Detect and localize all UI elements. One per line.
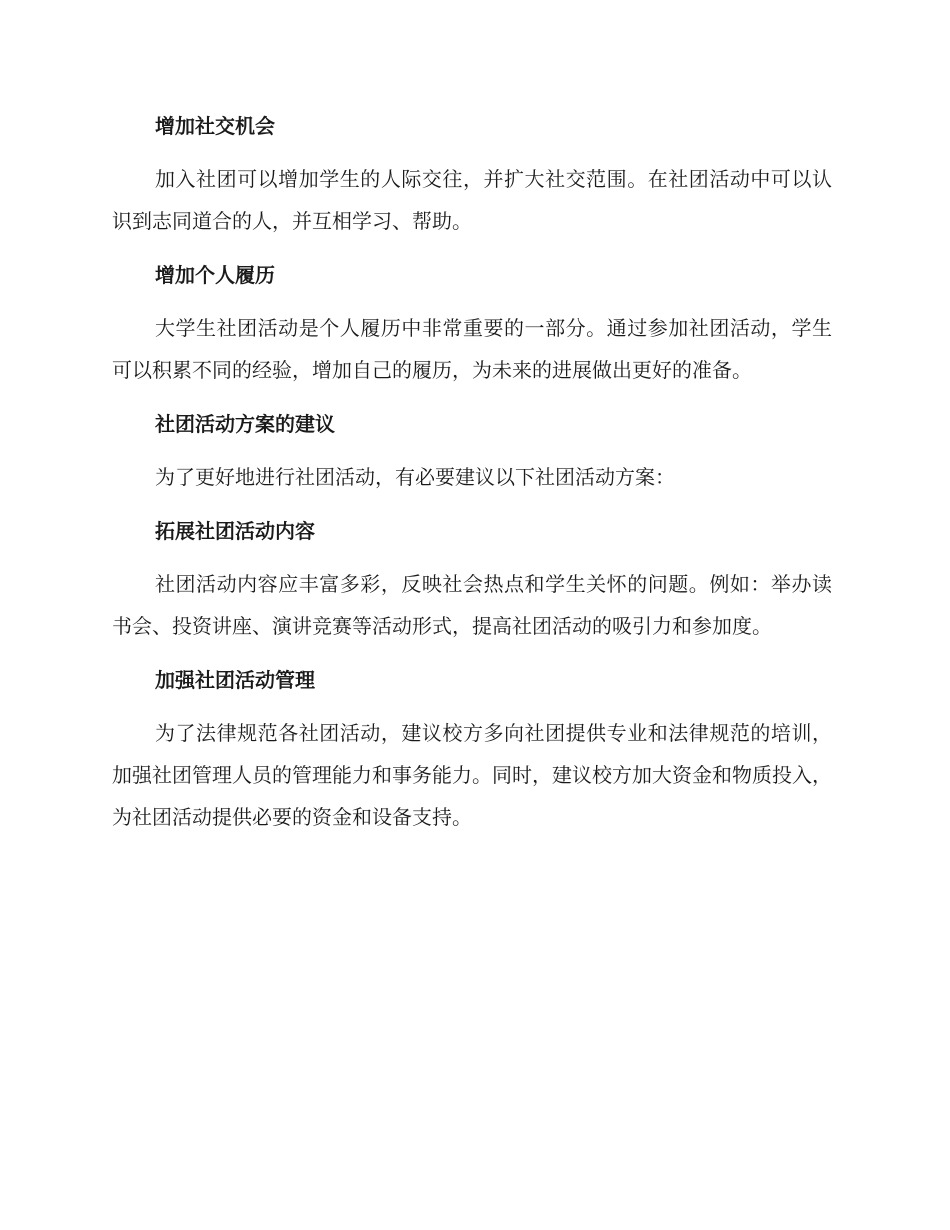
section-paragraph: 为了法律规范各社团活动，建议校方多向社团提供专业和法律规范的培训，加强社团管理人员的管理能力和事务能力。同时，建议校方加大资金和物质投入，为社团活动提供必要的资金和设备支持。 xyxy=(112,721,832,829)
section-heading: 增加个人履历 xyxy=(155,263,275,287)
section-paragraph: 加入社团可以增加学生的人际交往，并扩大社交范围。在社团活动中可以认识到志同道合的人，并互相学习、帮助。 xyxy=(112,167,832,233)
section-paragraph: 大学生社团活动是个人履历中非常重要的一部分。通过参加社团活动，学生可以积累不同的经验，增加自己的履历，为未来的进展做出更好的准备。 xyxy=(112,316,832,382)
section-heading: 社团活动方案的建议 xyxy=(155,412,335,436)
document-page xyxy=(112,104,832,849)
section-heading: 增加社交机会 xyxy=(155,114,275,138)
section-heading: 加强社团活动管理 xyxy=(155,668,315,692)
section-paragraph: 社团活动内容应丰富多彩，反映社会热点和学生关怀的问题。例如：举办读书会、投资讲座、演讲竞赛等活动形式，提高社团活动的吸引力和参加度。 xyxy=(112,572,832,638)
section-paragraph: 为了更好地进行社团活动，有必要建议以下社团活动方案： xyxy=(155,465,675,489)
section-heading: 拓展社团活动内容 xyxy=(155,519,315,543)
